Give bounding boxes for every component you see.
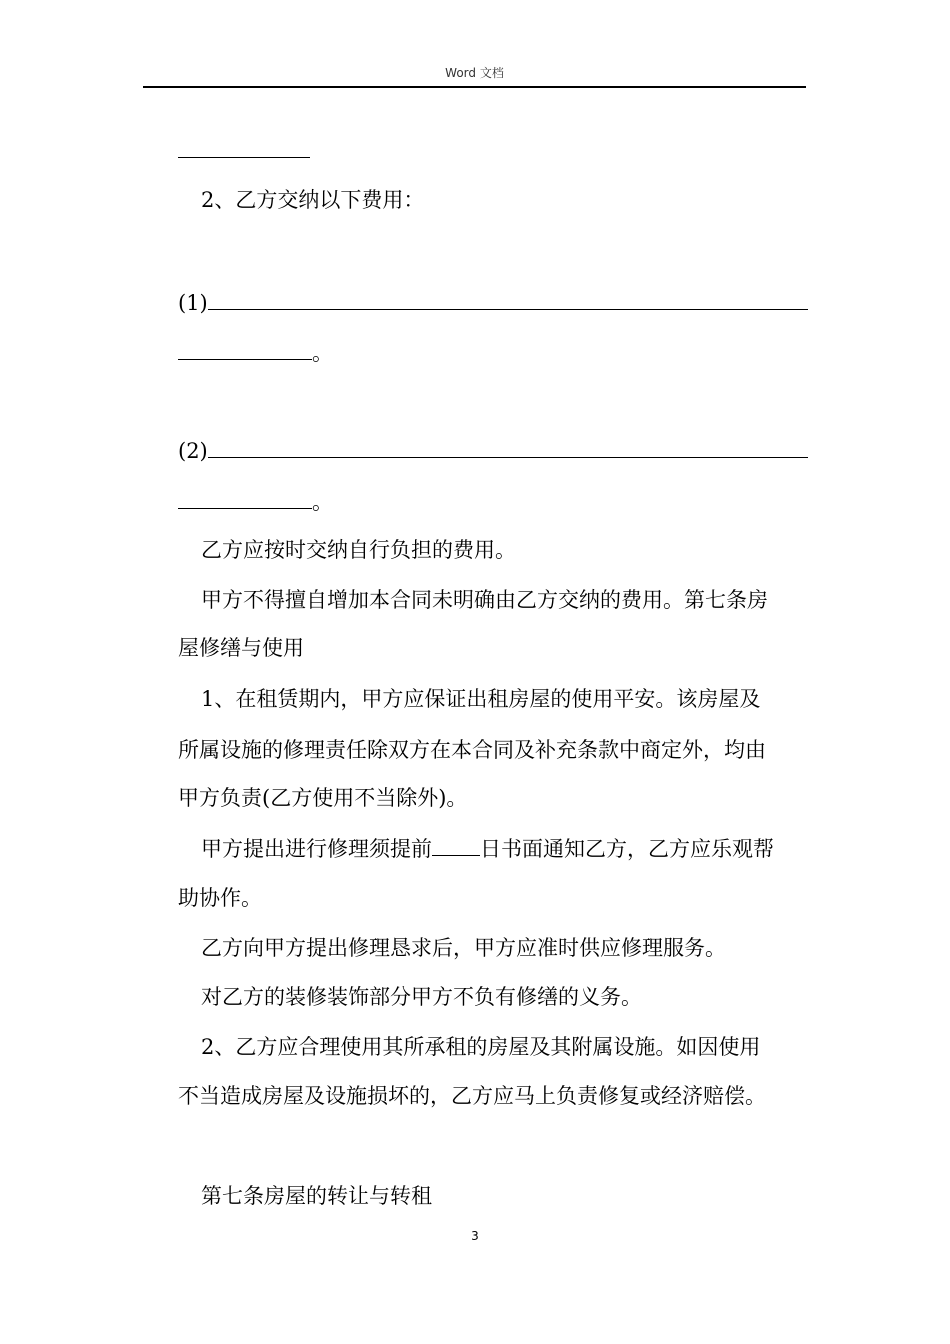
fee2-end: 。 <box>312 490 333 514</box>
paragraph-proper-use-cont: 不当造成房屋及设施损坏的，乙方应马上负责修复或经济赔偿。 <box>178 1084 766 1108</box>
paragraph-repair-1-cont2: 甲方负责(乙方使用不当除外)。 <box>178 786 468 810</box>
paragraph-no-extra-fees: 甲方不得擅自增加本合同未明确由乙方交纳的费用。第七条房 <box>201 588 768 612</box>
fee-line-2-cont <box>178 488 333 515</box>
section-heading-transfer: 第七条房屋的转让与转租 <box>201 1184 432 1208</box>
blank-line-top <box>178 137 310 164</box>
paragraph-repair-request: 乙方向甲方提出修理恳求后，甲方应准时供应修理服务。 <box>201 936 726 960</box>
paragraph-repair-1-cont: 所属设施的修理责任除双方在本合同及补充条款中商定外，均由 <box>178 738 766 762</box>
fee-line-1-cont <box>178 339 333 366</box>
fill-in-blank <box>178 339 312 360</box>
paragraph-fees-on-time: 乙方应按时交纳自行负担的费用。 <box>201 538 516 562</box>
repair-notice-pre: 甲方提出进行修理须提前 <box>201 837 432 861</box>
fill-in-blank <box>178 137 310 158</box>
fee-line-2 <box>178 437 808 464</box>
paragraph-repair-notice <box>201 835 774 862</box>
repair-notice-post: 日书面通知乙方，乙方应乐观帮 <box>480 837 774 861</box>
paragraph-repair-1: 1、在租赁期内，甲方应保证出租房屋的使用平安。该房屋及 <box>201 687 761 711</box>
fill-in-blank <box>208 437 808 458</box>
paragraph-decoration: 对乙方的装修装饰部分甲方不负有修缮的义务。 <box>201 985 642 1009</box>
fee1-label: (1) <box>178 291 208 315</box>
page-number: 3 <box>471 1229 479 1243</box>
page-header: Word 文档 <box>445 66 504 80</box>
fill-in-blank <box>178 488 312 509</box>
fee2-label: (2) <box>178 439 208 463</box>
paragraph-no-extra-fees-cont: 屋修缮与使用 <box>178 636 304 660</box>
fee-line-1 <box>178 289 808 316</box>
fill-in-blank <box>208 289 808 310</box>
header-divider <box>143 86 806 88</box>
clause-item-2: 2、乙方交纳以下费用： <box>201 188 425 212</box>
paragraph-repair-notice-cont: 助协作。 <box>178 886 262 910</box>
fee1-end: 。 <box>312 341 333 365</box>
paragraph-proper-use: 2、乙方应合理使用其所承租的房屋及其附属设施。如因使用 <box>201 1035 761 1059</box>
fill-in-blank <box>432 835 480 856</box>
